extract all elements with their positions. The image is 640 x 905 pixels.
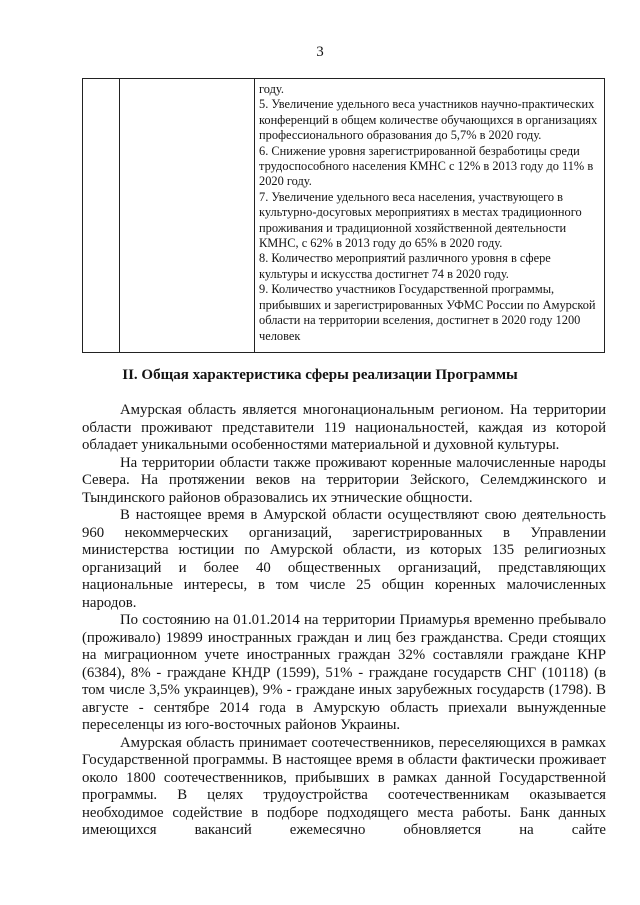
table-cell-line: 7. Увеличение удельного веса населения, участвующего в культурно-досуговых мероприятиях в местах традиционного проживания и традиционной хозяйственной деятельности КМНС, с 62% в 2013 году до 65% в 2020 году. (259, 189, 582, 251)
table-column-divider (254, 79, 255, 352)
paragraph: В настоящее время в Амурской области осуществляют свою деятельность 960 некоммерческих организаций, зарегистрированных в Управлении министерства юстиции по Амурской области, из которых 135 религиозных организаций и более 40 общественных организаций, представляющих национальные интересы, в том числе 25 общин коренных малочисленных народов. (82, 507, 606, 611)
paragraph: На территории области также проживают коренные малочисленные народы Севера. На протяжении веков на территории Зейского, Селемджинского и Тындинского районов образовались их этнические общности. (82, 454, 606, 506)
indicator-table (82, 78, 605, 353)
table-cell-line: году. (259, 82, 284, 96)
table-column-divider (119, 79, 120, 352)
paragraph: Амурская область принимает соотечественников, переселяющихся в рамках Государственной программы. В настоящее время в области фактически проживает около 1800 соотечественников, прибывших в рамках данной Государственной программы. В целях трудоустройства соотечественникам оказывается необходимое содействие в подборе подходящего места работы. Банк данных имеющихся вакансий ежемесячно обновляется на сайте (82, 734, 606, 838)
paragraph: Амурская область является многонациональным регионом. На территории области проживают представители 119 национальностей, каждая из которой обладает уникальными особенностями материальной и духовной культуры. (82, 402, 606, 453)
section-body (82, 402, 606, 840)
table-cell-line: 5. Увеличение удельного веса участников научно-практических конференций в общем количестве обучающихся в организациях профессионального образования до 5,7% в 2020 году. (259, 97, 598, 143)
table-cell-line: 9. Количество участников Государственной программы, прибывших и зарегистрированных УФМС России по Амурской области на территории вселения, достигнет в 2020 году 1200 человек (259, 282, 596, 343)
paragraph: По состоянию на 01.01.2014 на территории Приамурья временно пребывало (проживало) 19899 иностранных граждан и лиц без гражданства. Среди стоящих на миграционном учете иностранных граждан 32% составляли граждане КНР (6384), 8% - граждане КНДР (1599), 51% - граждане государств СНГ (10118) (в том числе 3,5% украинцев), 9% - граждане иных зарубежных государств (1798). В августе - сентябре 2014 года в Амурскую область приехали вынужденные переселенцы из юго-восточных районов Украины. (82, 612, 606, 733)
page-number: 3 (316, 44, 324, 60)
table-cell-line: 8. Количество мероприятий различного уровня в сфере культуры и искусства достигнет 74 в 2020 году. (259, 251, 551, 281)
table-cell-indicators (259, 82, 599, 344)
table-cell-line: 6. Снижение уровня зарегистрированной безработицы среди трудоспособного населения КМНС с 12% в 2013 году до 11% в 2020 году. (259, 143, 594, 189)
section-heading: II. Общая характеристика сферы реализации Программы (122, 367, 518, 383)
